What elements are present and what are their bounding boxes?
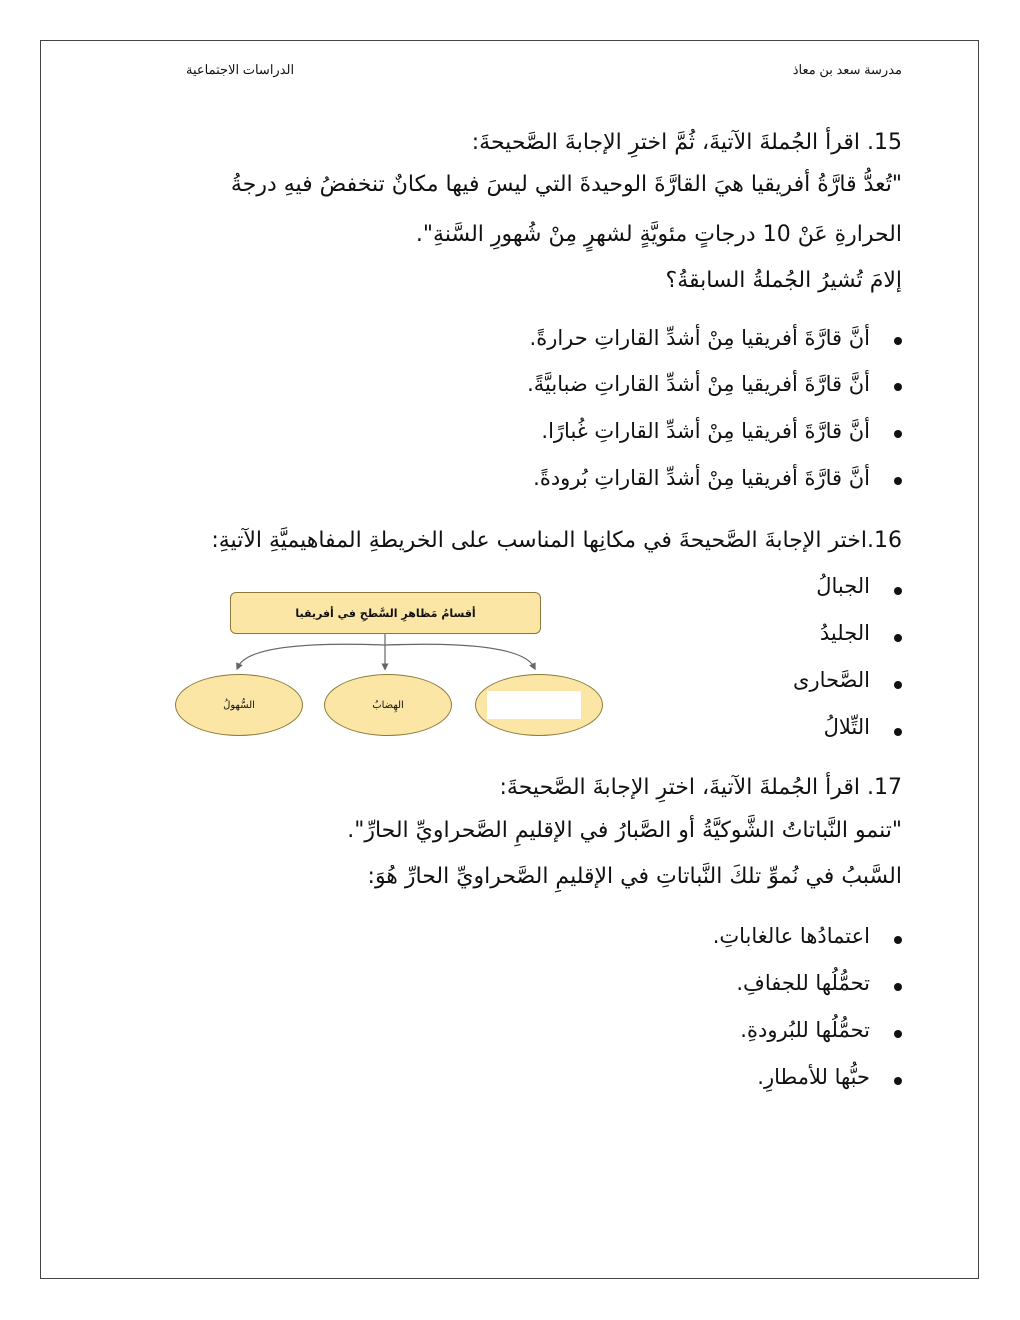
bullet	[894, 1077, 902, 1085]
q15-prompt: إلامَ تُشيرُ الجُملةُ السابقةُ؟	[665, 268, 902, 293]
q15-title: 15. اقرأ الجُملةَ الآتيةَ، ثُمَّ اخترِ الإجابةَ الصَّحيحةَ:	[471, 130, 902, 155]
school-name: مدرسة سعد بن معاذ	[792, 62, 902, 77]
bullet	[894, 728, 902, 736]
bullet	[894, 936, 902, 944]
q17-prompt: السَّببُ في نُموِّ تلكَ النَّباتاتِ في الإقليمِ الصَّحراويِّ الحارِّ هُوَ:	[367, 864, 902, 889]
q16-option-3[interactable]: الصَّحارى	[793, 668, 870, 692]
bullet	[894, 587, 902, 595]
concept-map	[170, 585, 610, 745]
bullet	[894, 337, 902, 345]
q17-option-3[interactable]: تحمُّلُها للبُرودةِ.	[740, 1018, 870, 1042]
q15-option-1[interactable]: أنَّ قارَّةَ أفريقيا مِنْ أشدِّ القاراتِ حرارةً.	[529, 326, 870, 350]
q16-option-2[interactable]: الجليدُ	[819, 621, 870, 645]
bullet	[894, 983, 902, 991]
q16-option-1[interactable]: الجبالُ	[816, 574, 870, 598]
q17-option-2[interactable]: تحمُّلُها للجفافِ.	[736, 971, 870, 995]
q15-quote-line2: الحرارةِ عَنْ 10 درجاتٍ مئويَّةٍ لشهرٍ مِنْ شُهورِ السَّنةِ".	[415, 222, 902, 247]
bullet	[894, 477, 902, 485]
q17-title: 17. اقرأ الجُملةَ الآتيةَ، اخترِ الإجابةَ الصَّحيحةَ:	[499, 775, 902, 800]
q17-quote: "تنمو النَّباتاتُ الشَّوكيَّةُ أو الصَّبارُ في الإقليمِ الصَّحراويِّ الحارِّ".	[347, 818, 902, 843]
bullet	[894, 634, 902, 642]
bullet	[894, 430, 902, 438]
q17-option-4[interactable]: حبُّها للأمطارِ.	[757, 1065, 870, 1089]
concept-map-node-plateaus: الهِضابُ	[324, 674, 452, 736]
subject-name: الدراسات الاجتماعية	[186, 62, 295, 77]
bullet	[894, 383, 902, 391]
concept-map-node-plains: السُّهولُ	[175, 674, 303, 736]
concept-map-root: أقسامُ مَظاهرِ السَّطحِ في أفريقيا	[230, 592, 541, 634]
bullet	[894, 1030, 902, 1038]
q16-title: 16.اختر الإجابةَ الصَّحيحةَ في مكانِها المناسب على الخريطةِ المفاهيميَّةِ الآتيةِ:	[211, 528, 902, 553]
q15-option-4[interactable]: أنَّ قارَّةَ أفريقيا مِنْ أشدِّ القاراتِ بُرودةً.	[533, 466, 870, 490]
concept-map-answer-blank[interactable]	[487, 691, 581, 719]
q15-option-3[interactable]: أنَّ قارَّةَ أفريقيا مِنْ أشدِّ القاراتِ غُبارًا.	[541, 419, 870, 443]
q17-option-1[interactable]: اعتمادُها عالغاباتِ.	[712, 924, 870, 948]
q16-option-4[interactable]: التِّلالُ	[823, 715, 870, 739]
bullet	[894, 681, 902, 689]
q15-quote-line1: "تُعدُّ قارَّةُ أفريقيا هيَ القارَّةَ الوحيدةَ التي ليسَ فيها مكانٌ تنخفضُ فيهِ درجةُ	[230, 172, 902, 197]
q15-option-2[interactable]: أنَّ قارَّةَ أفريقيا مِنْ أشدِّ القاراتِ ضبابيَّةً.	[527, 372, 870, 396]
